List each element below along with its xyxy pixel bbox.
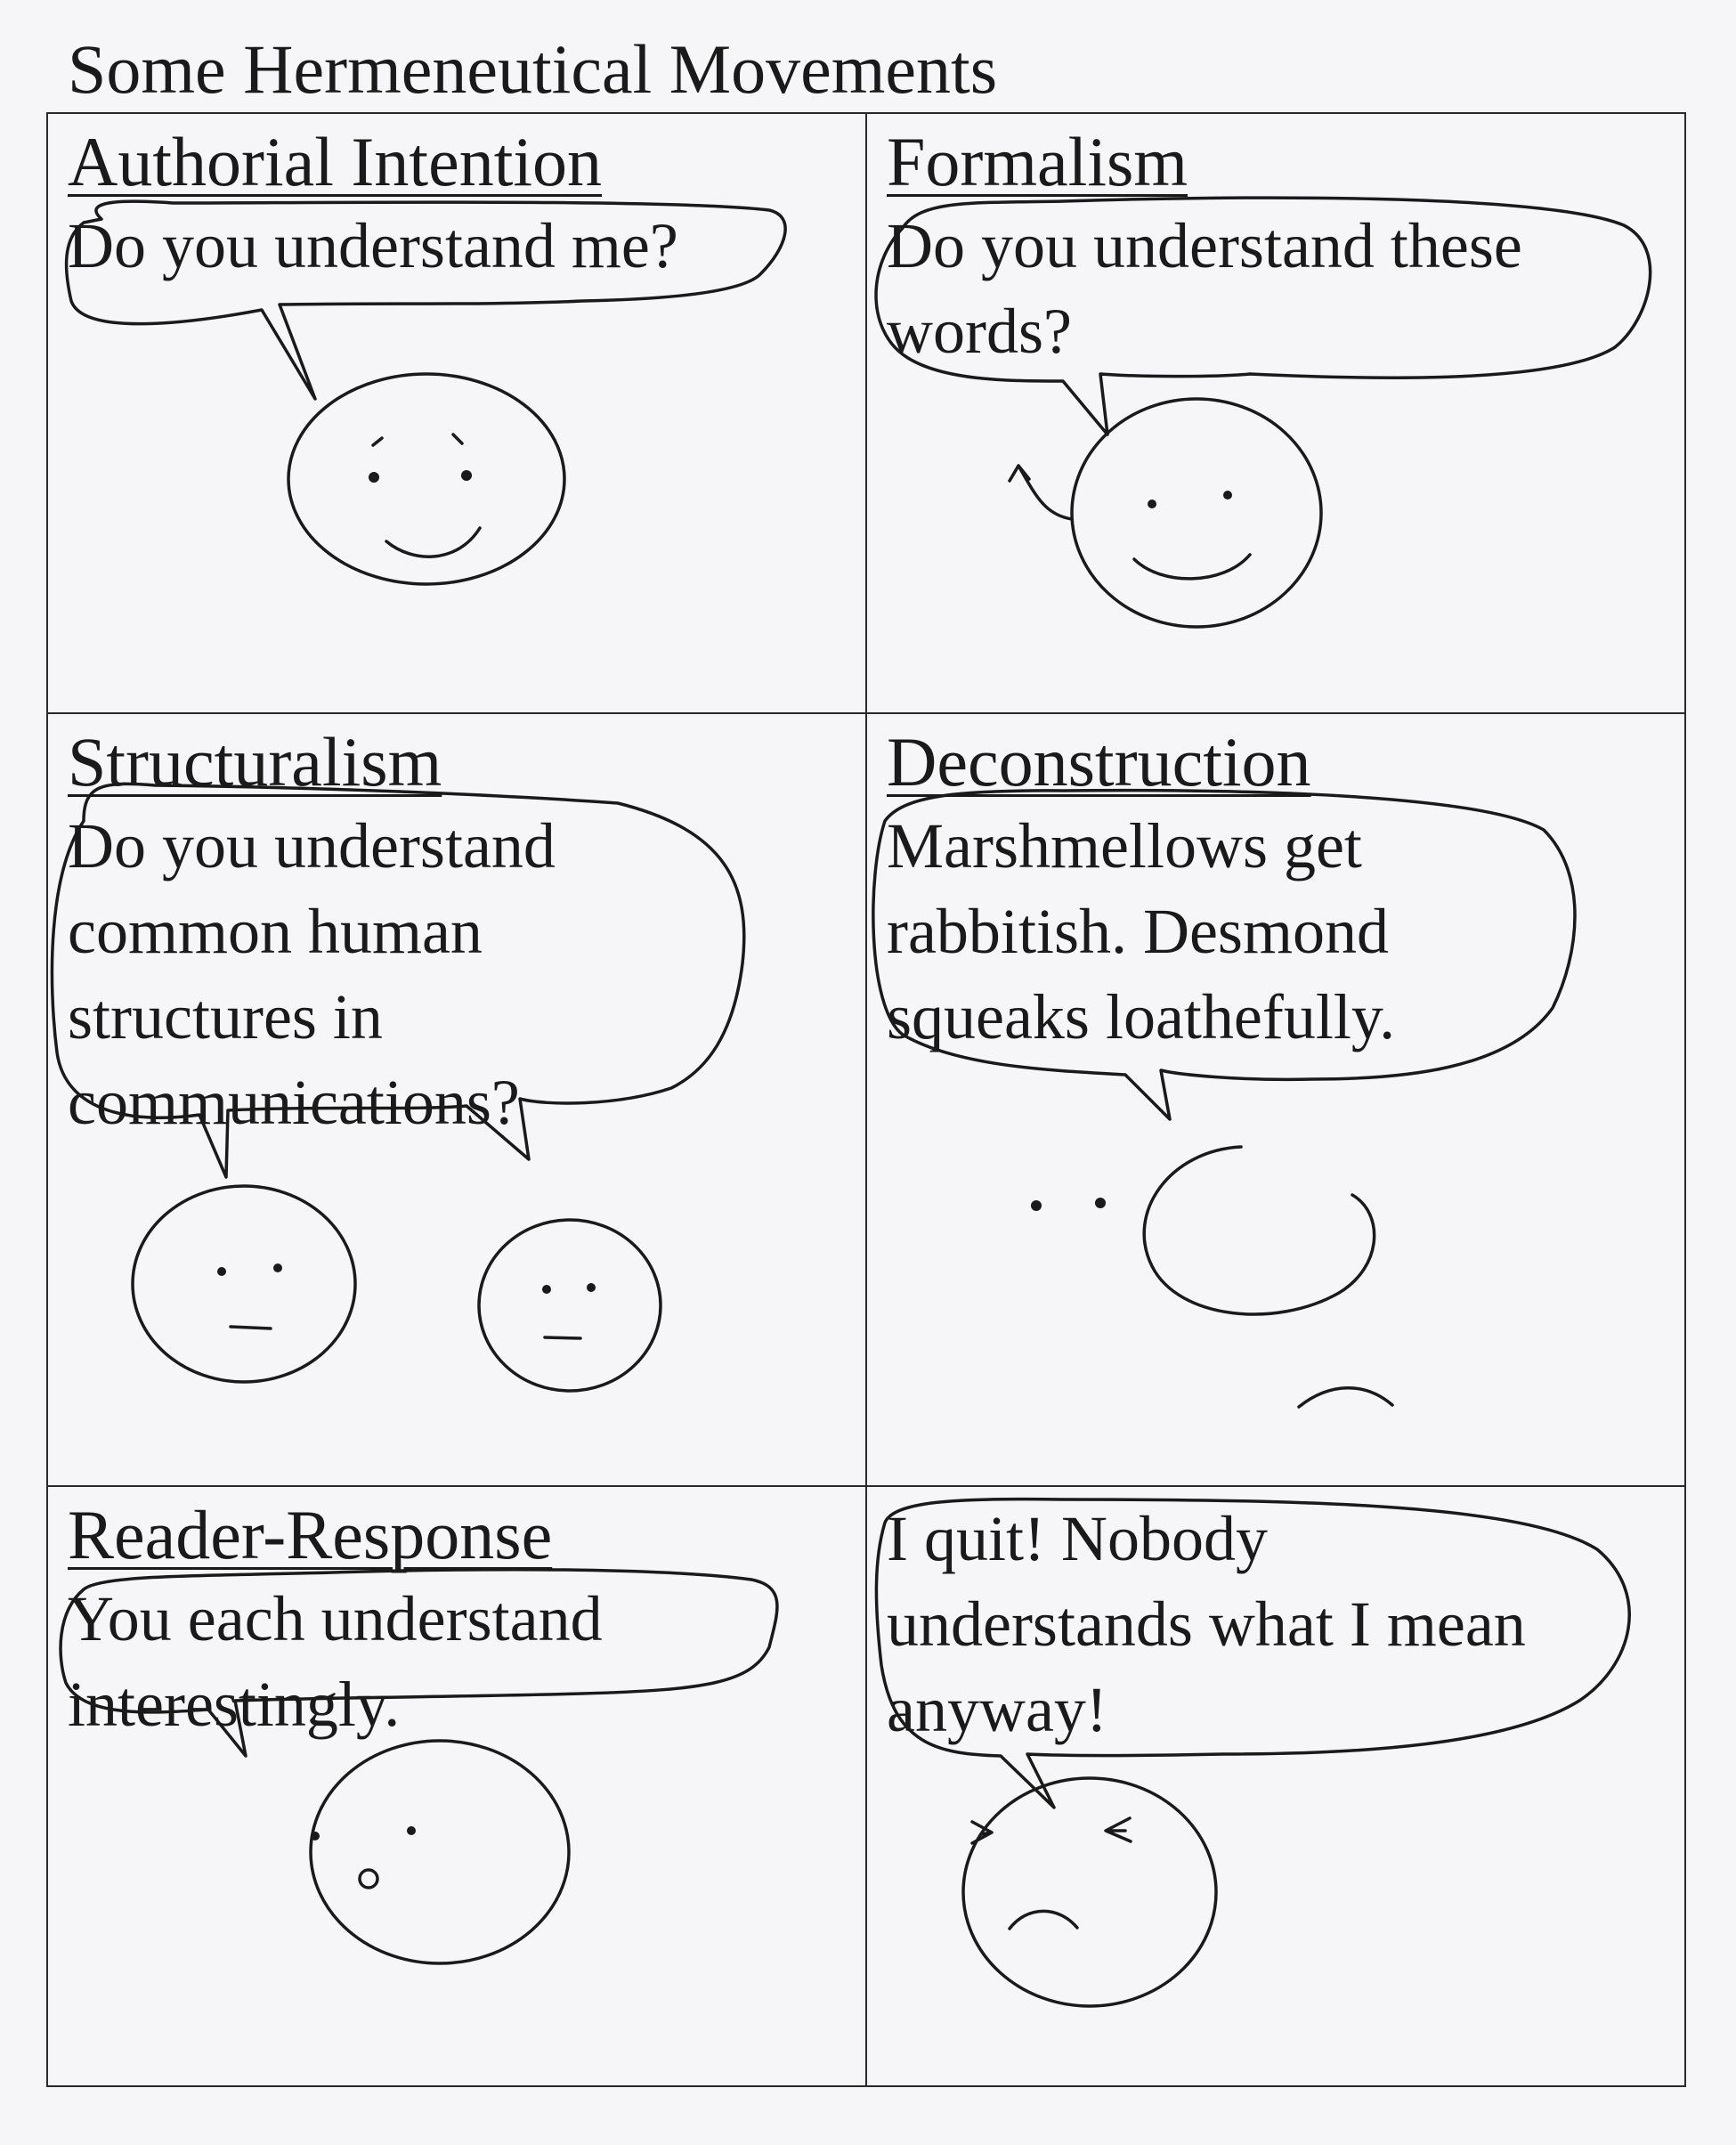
- right-eyebrow-icon: [453, 435, 462, 443]
- neutral-face-right: [479, 1220, 661, 1391]
- panel-final: [865, 1485, 1686, 2087]
- page-title: Some Hermeneutical Movements: [68, 30, 998, 108]
- smiling-face: [288, 374, 564, 584]
- neutral-face-left: [133, 1186, 355, 1382]
- open-mouth-icon: [360, 1870, 377, 1888]
- detached-eye-right: [1095, 1198, 1106, 1208]
- speech-text-deconstruction: Marshmellows get rabbitish. Desmond squeaks loathefully.: [887, 810, 1396, 1052]
- smiling-face: [1072, 399, 1321, 627]
- heading-deconstruction: Deconstruction: [887, 723, 1311, 800]
- angry-face: [963, 1778, 1216, 2006]
- panel-authorial-intention: [46, 112, 867, 714]
- speech-text-authorial: Do you understand me?: [68, 210, 678, 281]
- detached-frown-icon: [1299, 1388, 1392, 1407]
- speech-text-reader-response: You each understand interestingly.: [68, 1583, 603, 1740]
- smile-icon: [386, 528, 480, 557]
- panel-structuralism: [46, 712, 867, 1487]
- panel-reader-response: [46, 1485, 867, 2087]
- detached-eye-left: [1031, 1200, 1042, 1211]
- heading-structuralism: Structuralism: [68, 723, 442, 800]
- comic-grid: [46, 112, 1686, 2087]
- surprised-face: [311, 1741, 569, 1963]
- frown-icon: [1010, 1911, 1077, 1929]
- angry-right-eye-icon: [1106, 1818, 1131, 1841]
- mouth-icon: [545, 1337, 580, 1338]
- speech-text-structuralism: Do you understand common human structures in communications?: [68, 810, 556, 1138]
- heading-formalism: Formalism: [887, 123, 1188, 200]
- left-eyebrow-icon: [373, 438, 382, 445]
- speech-text-formalism: Do you understand these words?: [887, 210, 1522, 367]
- arrow-icon: [1010, 466, 1072, 519]
- panel-deconstruction: [865, 712, 1686, 1487]
- broken-face-outline: [1144, 1147, 1374, 1314]
- smile-icon: [1134, 555, 1250, 579]
- heading-authorial-intention: Authorial Intention: [68, 123, 603, 200]
- speech-text-final: I quit! Nobody understands what I mean anyway!: [887, 1503, 1526, 1745]
- heading-reader-response: Reader-Response: [68, 1496, 553, 1573]
- panel-formalism: [865, 112, 1686, 714]
- mouth-icon: [231, 1327, 271, 1328]
